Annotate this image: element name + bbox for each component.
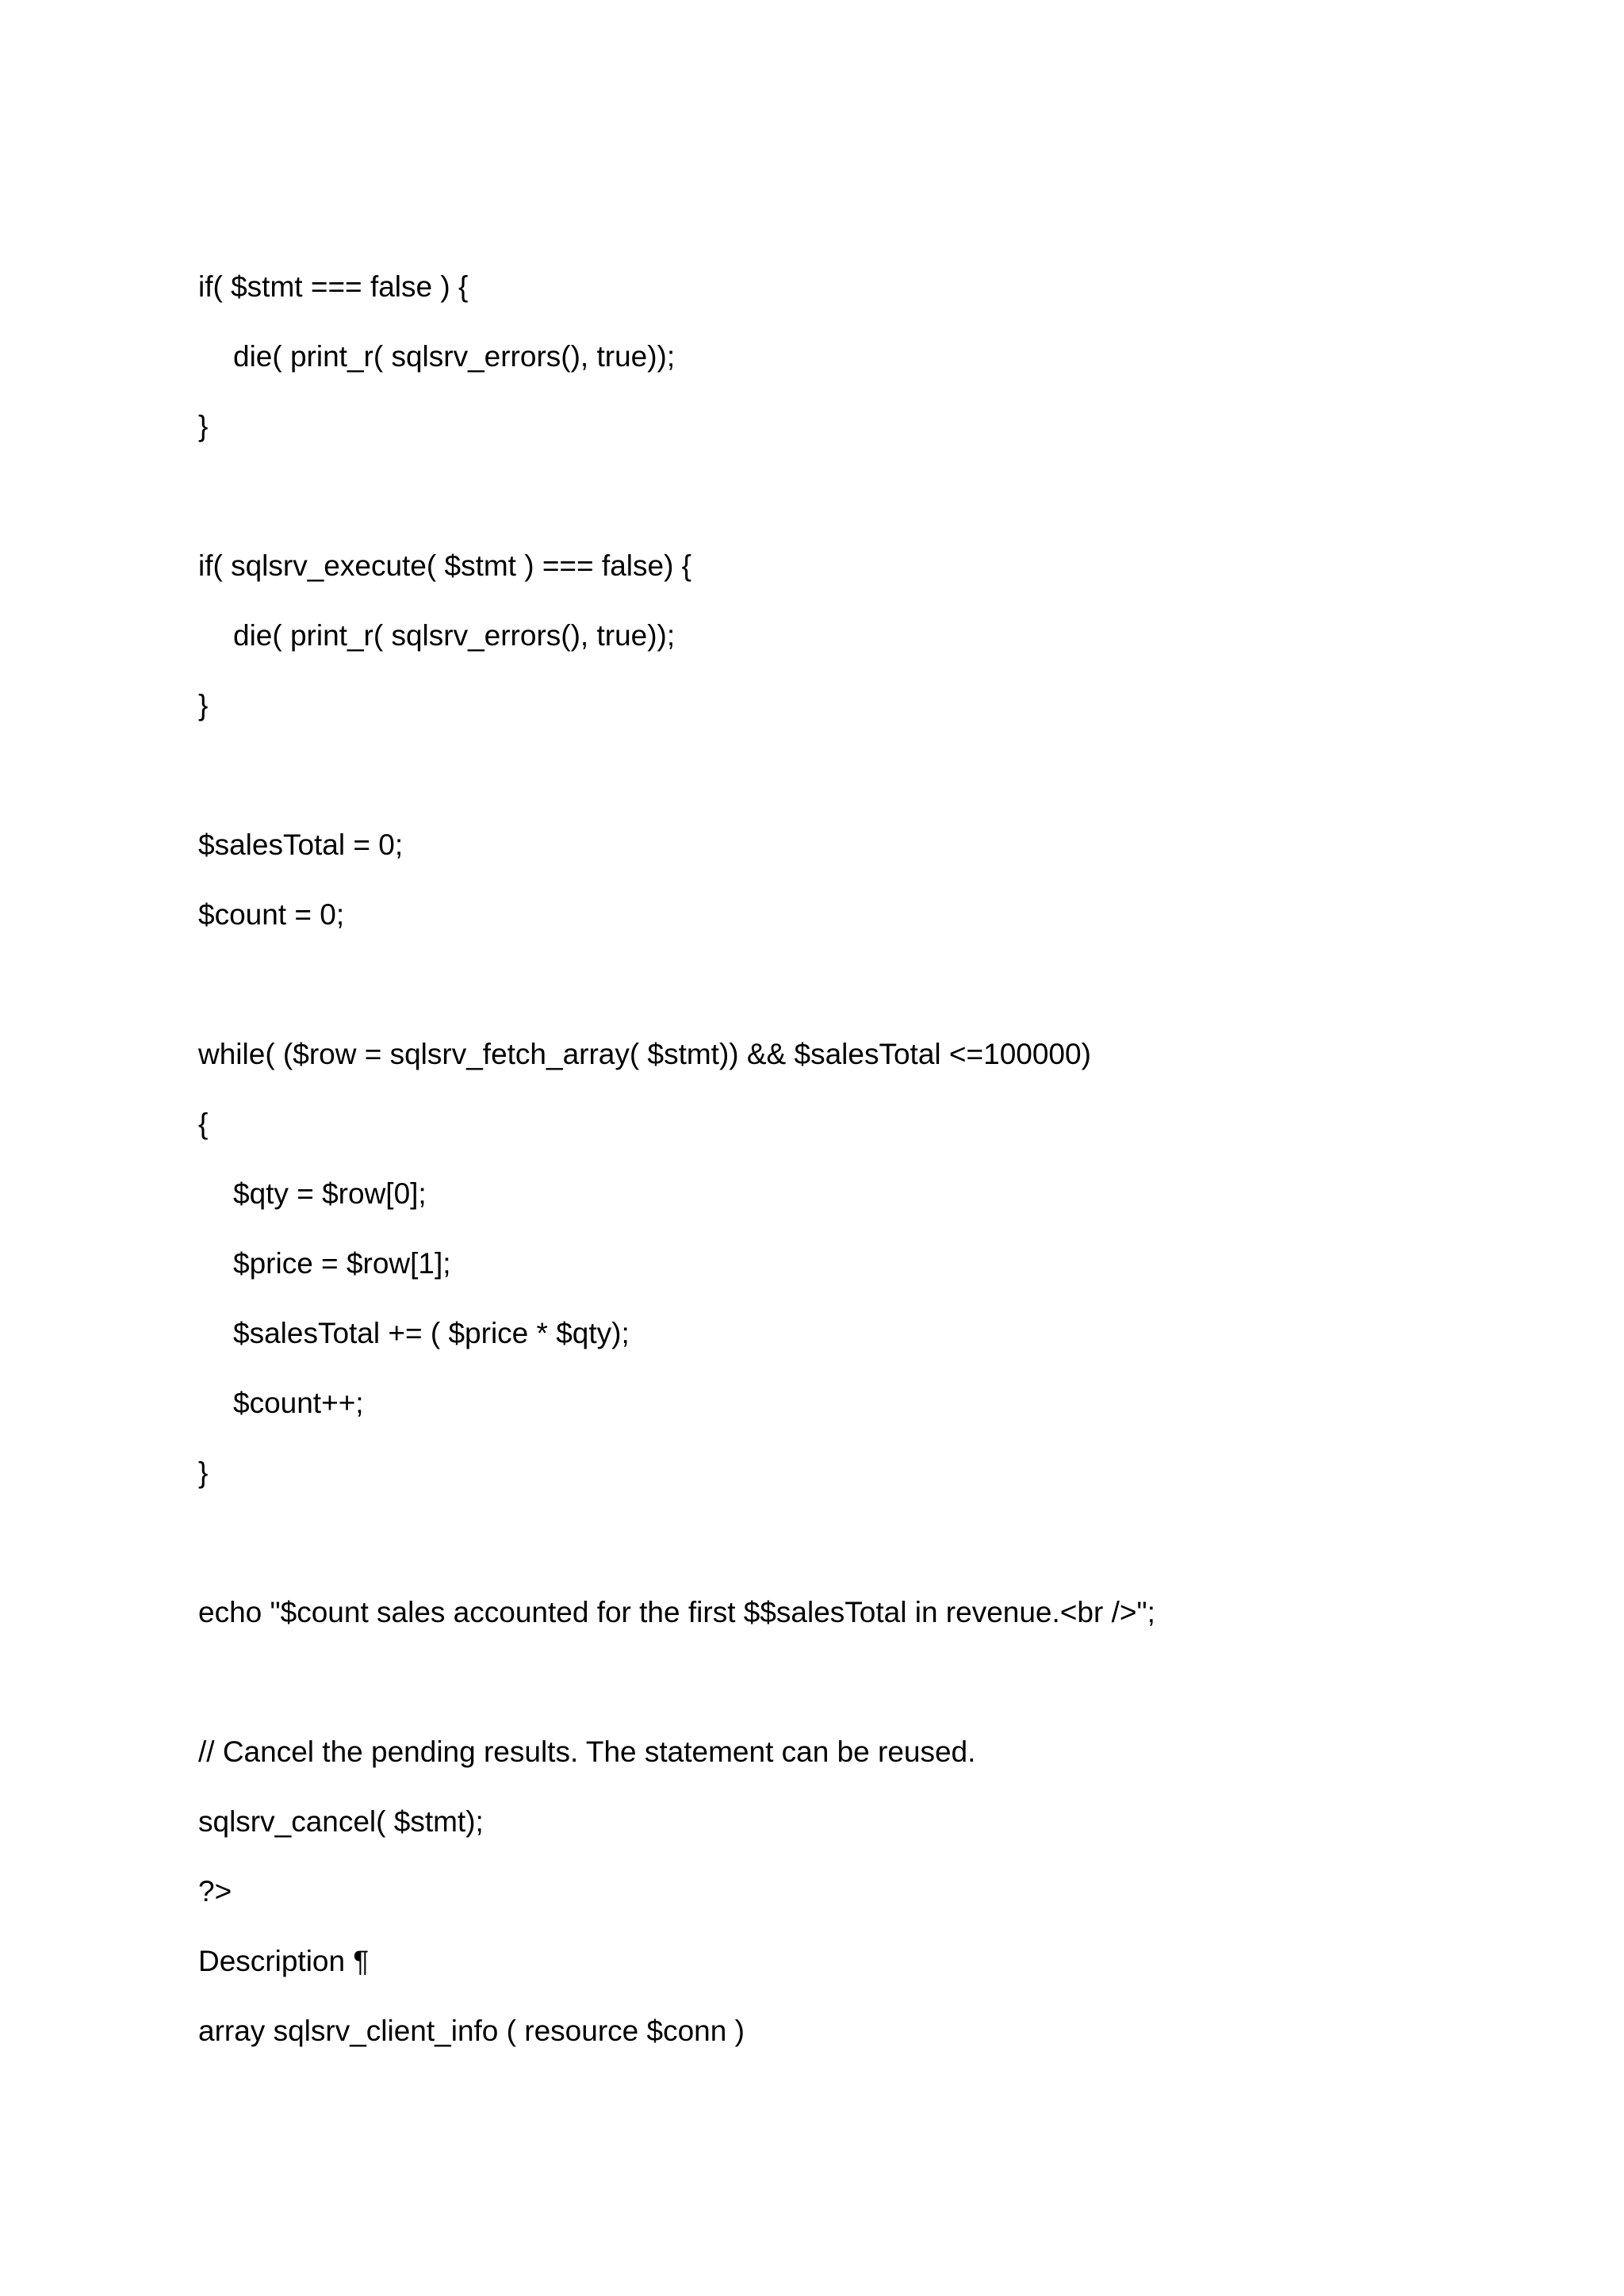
code-line: $count = 0; [198,898,345,931]
code-line: $qty = $row[0]; [233,1177,427,1210]
code-line: if( sqlsrv_execute( $stmt ) === false) { [198,549,692,582]
code-line: if( $stmt === false ) { [198,270,469,303]
code-line: } [198,689,209,721]
code-line: } [198,410,209,442]
code-line: $salesTotal += ( $price * $qty); [233,1317,630,1349]
code-line: } [198,1456,209,1489]
code-line: die( print_r( sqlsrv_errors(), true)); [233,619,676,652]
section-heading: Description ¶ [198,1945,370,1977]
function-signature: array sqlsrv_client_info ( resource $conn ) [198,2015,745,2047]
code-line: $price = $row[1]; [233,1247,451,1280]
code-line: $salesTotal = 0; [198,828,404,861]
code-line: ?> [198,1875,232,1908]
code-comment: // Cancel the pending results. The statement can be reused. [198,1735,976,1768]
code-line: die( print_r( sqlsrv_errors(), true)); [233,340,676,373]
code-line: $count++; [233,1387,364,1419]
code-line: { [198,1108,209,1140]
code-line: while( ($row = sqlsrv_fetch_array( $stmt)) && $salesTotal <=100000) [198,1038,1091,1070]
code-line: sqlsrv_cancel( $stmt); [198,1805,484,1838]
code-line: echo "$count sales accounted for the first $$salesTotal in revenue.<br />"; [198,1596,1155,1628]
